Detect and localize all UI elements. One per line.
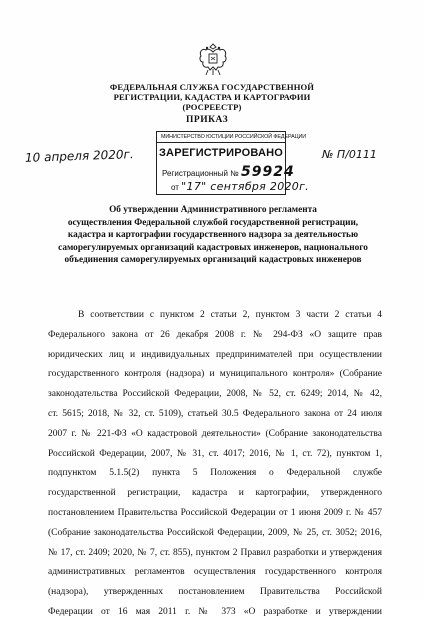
stamp-divider bbox=[157, 142, 285, 143]
order-number-handwritten: № П/0111 bbox=[322, 148, 377, 161]
body-line: В соответствии с пунктом 2 статьи 2, пунктом 3 части 2 статьи 4 bbox=[78, 310, 382, 320]
body-line: 2007 г. № 221-ФЗ «О кадастровой деятельности» (Собрание законодательства bbox=[48, 428, 382, 439]
body-line: административных регламентов осуществления государственного контроля bbox=[48, 567, 382, 578]
stamp-date-value: "17" сентября 2020г. bbox=[181, 180, 309, 193]
body-line: подпунктом 5.1.5(2) пункта 5 Положения о Федеральной службе bbox=[48, 468, 382, 479]
body-line: юридических лиц и индивидуальных предпринимателей при осуществлении bbox=[48, 349, 382, 360]
body-line: Федерации от 16 мая 2011 г. № 373 «О разработке и утверждении bbox=[48, 606, 382, 617]
body-line: № 17, ст. 2409; 2020, № 7, ст. 855), пунктом 2 Правил разработки и утверждения bbox=[48, 547, 382, 558]
order-date-handwritten: 10 апреля 2020г. bbox=[24, 147, 134, 165]
stamp-registration-number bbox=[162, 164, 295, 180]
coat-of-arms-emblem bbox=[196, 40, 230, 78]
body-line: ст. 5615; 2018, № 32, ст. 5109), статьей 30.5 Федерального закона от 24 июля bbox=[48, 408, 382, 419]
stamp-reg-label: Регистрационный № bbox=[162, 169, 239, 178]
title-line: объединения саморегулируемых организаций кадастровых инженеров bbox=[64, 255, 362, 266]
title-line: Об утверждении Административного регламента bbox=[109, 205, 317, 215]
body-line: государственного контроля (надзора) и муниципального контроля» (Собрание bbox=[48, 369, 382, 380]
body-line: государственной регистрации, кадастра и картографии, утвержденного bbox=[48, 488, 382, 499]
stamp-registered: ЗАРЕГИСТРИРОВАНО bbox=[158, 147, 284, 159]
agency-line-1: ФЕДЕРАЛЬНАЯ СЛУЖБА ГОСУДАРСТВЕННОЙ bbox=[109, 82, 315, 92]
document-title bbox=[48, 204, 378, 267]
body-line: Федерального закона от 26 декабря 2008 г. № 294-ФЗ «О защите прав bbox=[48, 329, 382, 340]
body-line: законодательства Российской Федерации, 2008, № 52, ст. 6249; 2014, № 42, bbox=[48, 389, 382, 400]
body-line: (Собрание законодательства Российской Федерации, 2009, № 25, ст. 3052; 2016, bbox=[48, 527, 382, 538]
agency-line-3: (РОСРЕЕСТР) bbox=[182, 102, 242, 112]
body-line: (надзора), утвержденных постановлением Правительства Российской bbox=[48, 587, 382, 598]
agency-header bbox=[80, 82, 344, 112]
title-line: кадастра и картографии государственного надзора за деятельностью bbox=[67, 230, 359, 241]
body-line: Российской Федерации, 2007, № 31, ст. 4017; 2016, № 1, ст. 72), пунктом 1, bbox=[48, 448, 382, 459]
agency-line-2: РЕГИСТРАЦИИ, КАДАСТРА И КАРТОГРАФИИ bbox=[113, 92, 311, 102]
stamp-reg-number: 59924 bbox=[240, 164, 295, 180]
registration-stamp bbox=[156, 131, 309, 195]
stamp-date-label: от bbox=[171, 183, 179, 192]
document-body bbox=[48, 306, 382, 623]
stamp-registration-date bbox=[171, 180, 309, 193]
body-line: постановлением Правительства Российской Федерации от 1 июня 2009 г. № 457 bbox=[48, 507, 382, 518]
title-line: осуществления Федеральной службой государственной регистрации, bbox=[67, 217, 359, 228]
stamp-ministry: МИНИСТЕРСТВО ЮСТИЦИИ РОССИЙСКОЙ ФЕДЕРАЦИИ bbox=[161, 134, 307, 140]
order-title: ПРИКАЗ bbox=[186, 115, 229, 125]
title-line: саморегулируемых организаций кадастровых инженеров, национального bbox=[58, 242, 368, 253]
